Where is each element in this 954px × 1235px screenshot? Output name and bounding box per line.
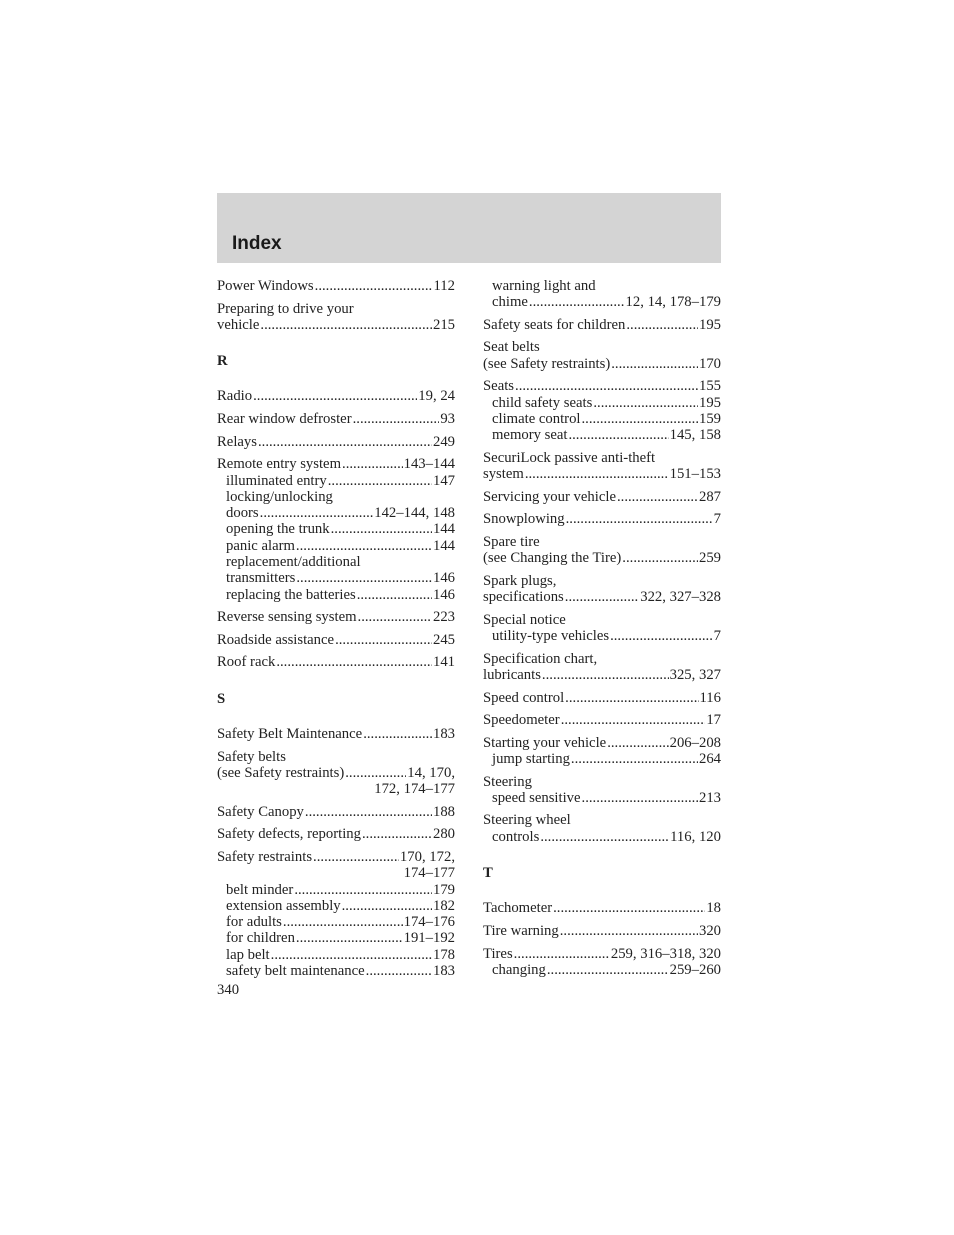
dot-leader: [353, 411, 440, 427]
page-reference: 170: [698, 355, 721, 372]
index-entry: [217, 749, 455, 798]
dot-leader: [260, 505, 374, 521]
index-entry-line: [217, 632, 455, 648]
entry-term: specifications: [483, 589, 564, 606]
dot-leader: [276, 654, 432, 670]
page-reference: 147: [432, 472, 455, 489]
dot-leader: [540, 829, 669, 845]
entry-term: for adults: [226, 914, 282, 931]
page-reference: 325, 327: [669, 666, 721, 683]
entry-term: climate control: [492, 410, 581, 427]
index-entry-line: [217, 765, 455, 781]
index-entry: [483, 317, 721, 333]
dot-leader: [593, 395, 698, 411]
dot-leader: [611, 356, 698, 372]
entry-term: controls: [492, 828, 540, 845]
dot-leader: [296, 930, 403, 946]
index-entry-line: [217, 654, 455, 670]
index-entry: [217, 456, 455, 603]
entry-term: Safety seats for children: [483, 316, 626, 333]
index-entry: [217, 609, 455, 625]
page-reference: 14, 170,: [407, 764, 455, 781]
index-entry-line: [217, 388, 455, 404]
dot-leader: [553, 900, 705, 916]
page-reference: 195: [698, 394, 721, 411]
entry-term: Speedometer: [483, 712, 560, 729]
page-reference: 116: [699, 689, 721, 706]
index-entry-line: [217, 849, 455, 865]
dot-leader: [296, 538, 432, 554]
entry-term: (see Safety restraints): [217, 764, 345, 781]
page-reference: 215: [432, 316, 455, 333]
page-reference: 259–260: [669, 961, 721, 978]
index-entry-line: [483, 573, 721, 589]
page-reference: 155: [698, 378, 721, 395]
index-entry-line: [483, 356, 721, 372]
page-reference: 280: [432, 826, 455, 843]
page-reference: 322, 327–328: [640, 589, 721, 606]
entry-term: Remote entry system: [217, 456, 342, 473]
dot-leader: [294, 882, 432, 898]
entry-term: Tachometer: [483, 900, 553, 917]
index-entry-line: [483, 923, 721, 939]
page-number: 340: [217, 982, 240, 998]
page-reference: 19, 24: [418, 388, 455, 405]
dot-leader: [547, 962, 669, 978]
page-reference: 112: [433, 278, 455, 294]
index-subentry-line: [483, 411, 721, 427]
dot-leader: [315, 278, 433, 294]
index-entry-line: [217, 726, 455, 742]
dot-leader: [271, 947, 432, 963]
dot-leader: [515, 378, 698, 394]
index-entry-line: [483, 812, 721, 828]
index-subentry-line: [217, 587, 455, 603]
dot-leader: [561, 712, 706, 728]
page-reference: 195: [698, 316, 721, 333]
entry-term: utility-type vehicles: [492, 628, 610, 645]
index-entry-line: [217, 301, 455, 317]
entry-term: belt minder: [226, 881, 294, 898]
dot-leader: [582, 411, 698, 427]
dot-leader: [260, 317, 432, 333]
dot-leader: [542, 667, 669, 683]
page-reference: 174–177: [403, 865, 455, 882]
entry-term: locking/unlocking: [226, 488, 333, 505]
page-reference: 17: [706, 712, 721, 729]
entry-term: chime: [492, 294, 528, 311]
index-subentry-line: [217, 947, 455, 963]
page-reference: 141: [432, 654, 455, 671]
entry-term: Safety belts: [217, 748, 286, 765]
index-subentry-line: [483, 628, 721, 644]
index-subentry-line: [483, 294, 721, 310]
dot-leader: [626, 317, 698, 333]
index-entry: [217, 388, 455, 404]
entry-term: Servicing your vehicle: [483, 488, 616, 505]
dot-leader: [607, 735, 668, 751]
dot-leader: [617, 489, 698, 505]
page-reference: 18: [706, 900, 721, 917]
page-reference: 159: [698, 410, 721, 427]
page-reference: 146: [432, 570, 455, 587]
index-entry: [217, 632, 455, 648]
index-subentry-line: [483, 790, 721, 806]
index-entry-line: [483, 712, 721, 728]
dot-leader: [296, 570, 432, 586]
section-letter: R: [217, 353, 228, 370]
entry-term: Special notice: [483, 611, 566, 628]
page-reference: 170, 172,: [399, 848, 455, 865]
page-reference: 259, 316–318, 320: [610, 945, 721, 962]
page-reference: 213: [698, 789, 721, 806]
entry-term: opening the trunk: [226, 521, 330, 538]
page-title: Index: [232, 233, 282, 254]
dot-leader: [328, 473, 432, 489]
index-entry-line: [217, 826, 455, 842]
index-entry-line: [217, 317, 455, 333]
index-entry-line: [483, 378, 721, 394]
dot-leader: [529, 294, 625, 310]
dot-leader: [622, 550, 698, 566]
index-column-right: [483, 278, 721, 984]
index-entry-line: [483, 651, 721, 667]
index-subentry-line: [217, 570, 455, 586]
page-reference: 12, 14, 178–179: [625, 294, 721, 311]
dot-leader: [514, 946, 610, 962]
index-entry-line: [483, 612, 721, 628]
index-entry-line: [217, 865, 455, 881]
page-reference: 249: [432, 433, 455, 450]
dot-leader: [362, 826, 432, 842]
page-reference: 287: [698, 488, 721, 505]
entry-term: Steering: [483, 773, 532, 790]
entry-term: SecuriLock passive anti-theft: [483, 449, 656, 466]
entry-term: Rear window defroster: [217, 411, 352, 428]
entry-term: replacing the batteries: [226, 586, 356, 603]
index-entry-line: [483, 900, 721, 916]
page-reference: 179: [432, 881, 455, 898]
index-entry-line: [483, 690, 721, 706]
index-entry: [483, 900, 721, 916]
page-reference: 178: [432, 946, 455, 963]
index-entry: [217, 826, 455, 842]
page-reference: 7: [713, 628, 721, 645]
page-reference: 245: [432, 631, 455, 648]
dot-leader: [610, 628, 713, 644]
index-entry: [217, 278, 455, 294]
index-entry: [217, 804, 455, 820]
dot-leader: [335, 632, 432, 648]
entry-term: for children: [226, 930, 295, 947]
page-reference: 144: [432, 521, 455, 538]
entry-term: vehicle: [217, 316, 260, 333]
index-subentry-line: [483, 278, 721, 294]
page-reference: 116, 120: [670, 828, 721, 845]
dot-leader: [565, 690, 698, 706]
page-reference: 172, 174–177: [374, 781, 455, 798]
entry-term: replacement/additional: [226, 554, 361, 571]
dot-leader: [363, 726, 432, 742]
entry-term: Tires: [483, 945, 513, 962]
page-reference: 264: [698, 750, 721, 767]
index-entry: [483, 378, 721, 443]
index-entry: [483, 735, 721, 768]
entry-term: (see Changing the Tire): [483, 550, 622, 567]
index-entry-line: [217, 411, 455, 427]
index-entry-line: [217, 278, 455, 294]
entry-term: Snowplowing: [483, 511, 565, 528]
index-entry: [483, 774, 721, 807]
index-entry: [217, 849, 455, 979]
entry-term: Radio: [217, 388, 253, 405]
index-entry: [217, 654, 455, 670]
dot-leader: [313, 849, 399, 865]
index-entry-line: [483, 511, 721, 527]
index-entry: [483, 573, 721, 606]
page-reference: 174–176: [403, 914, 455, 931]
index-entry-line: [217, 456, 455, 472]
entry-term: Power Windows: [217, 278, 314, 294]
entry-term: Tire warning: [483, 922, 559, 939]
page-reference: 320: [698, 922, 721, 939]
section-letter: T: [483, 865, 493, 882]
dot-leader: [258, 434, 432, 450]
index-entry: [483, 612, 721, 645]
index-subentry-line: [217, 473, 455, 489]
dot-leader: [253, 388, 417, 404]
page-reference: 188: [432, 803, 455, 820]
index-subentry-line: [217, 505, 455, 521]
entry-term: Specification chart,: [483, 650, 598, 667]
entry-term: Safety defects, reporting: [217, 826, 361, 843]
entry-term: Relays: [217, 433, 257, 450]
index-subentry-line: [217, 521, 455, 537]
index-entry-line: [483, 667, 721, 683]
entry-term: Seat belts: [483, 339, 540, 356]
index-entry-line: [483, 735, 721, 751]
entry-term: Speed control: [483, 689, 565, 706]
dot-leader: [582, 790, 698, 806]
index-entry-line: [483, 466, 721, 482]
index-subentry-line: [217, 489, 455, 505]
index-entry-line: [217, 609, 455, 625]
index-subentry-line: [217, 882, 455, 898]
page-reference: 93: [440, 411, 455, 428]
dot-leader: [342, 898, 432, 914]
dot-leader: [357, 587, 432, 603]
page-reference: 146: [432, 586, 455, 603]
entry-term: (see Safety restraints): [483, 355, 611, 372]
index-subentry-line: [217, 554, 455, 570]
page-reference: 151–153: [669, 466, 721, 483]
entry-term: Seats: [483, 378, 515, 395]
dot-leader: [565, 589, 639, 605]
index-entry: [483, 690, 721, 706]
entry-term: warning light and: [492, 278, 596, 294]
entry-term: changing: [492, 961, 546, 978]
index-entry-line: [217, 804, 455, 820]
index-subentry-line: [217, 898, 455, 914]
entry-term: Safety restraints: [217, 848, 313, 865]
page-reference: 183: [432, 726, 455, 743]
entry-term: child safety seats: [492, 394, 593, 411]
dot-leader: [342, 456, 403, 472]
entry-term: Spark plugs,: [483, 572, 557, 589]
entry-term: panic alarm: [226, 537, 295, 554]
entry-term: Safety Belt Maintenance: [217, 726, 363, 743]
dot-leader: [358, 609, 432, 625]
index-column-left: [217, 278, 455, 986]
index-entry: [483, 651, 721, 684]
dot-leader: [525, 466, 669, 482]
index-entry-line: [483, 450, 721, 466]
page-reference: 142–144, 148: [374, 505, 455, 522]
index-subentry-line: [483, 829, 721, 845]
index-header-bar: [217, 193, 721, 263]
entry-term: speed sensitive: [492, 789, 581, 806]
page-reference: 145, 158: [669, 427, 721, 444]
index-entry: [483, 712, 721, 728]
index-subentry-line: [483, 427, 721, 443]
dot-leader: [366, 963, 432, 979]
entry-term: Roadside assistance: [217, 631, 335, 648]
index-entry: [483, 511, 721, 527]
dot-leader: [283, 914, 403, 930]
index-entry: [483, 489, 721, 505]
section-letter: S: [217, 690, 226, 707]
entry-term: Safety Canopy: [217, 803, 304, 820]
entry-term: Preparing to drive your: [217, 300, 354, 317]
index-entry-line: [483, 589, 721, 605]
entry-term: extension assembly: [226, 897, 341, 914]
index-entry: [217, 411, 455, 427]
entry-term: lap belt: [226, 946, 270, 963]
index-subentry-line: [217, 538, 455, 554]
index-entry: [483, 923, 721, 939]
dot-leader: [566, 511, 713, 527]
index-subentry-line: [217, 963, 455, 979]
dot-leader: [560, 923, 698, 939]
index-entry-line: [483, 774, 721, 790]
entry-term: system: [483, 466, 524, 483]
entry-term: illuminated entry: [226, 472, 327, 489]
index-subentry-line: [483, 962, 721, 978]
entry-term: memory seat: [492, 427, 568, 444]
index-entry-line: [217, 749, 455, 765]
index-entry: [483, 534, 721, 567]
entry-term: Roof rack: [217, 654, 276, 671]
page-reference: 143–144: [403, 456, 455, 473]
index-subentry-line: [483, 395, 721, 411]
index-entry: [483, 946, 721, 979]
index-entry-line: [483, 946, 721, 962]
dot-leader: [305, 804, 432, 820]
entry-term: Reverse sensing system: [217, 609, 357, 626]
entry-term: Starting your vehicle: [483, 734, 607, 751]
entry-term: jump starting: [492, 750, 570, 767]
index-entry: [483, 450, 721, 483]
index-entry-line: [483, 489, 721, 505]
index-entry: [217, 434, 455, 450]
page-reference: 259: [698, 550, 721, 567]
index-entry-line: [217, 434, 455, 450]
entry-term: Steering wheel: [483, 812, 571, 829]
dot-leader: [331, 521, 432, 537]
index-subentry-line: [483, 751, 721, 767]
page-reference: 206–208: [669, 734, 721, 751]
index-entry-line: [483, 317, 721, 333]
entry-term: transmitters: [226, 570, 296, 587]
index-entry-line: [483, 534, 721, 550]
index-subentry-line: [217, 930, 455, 946]
dot-leader: [345, 765, 406, 781]
index-entry: [483, 339, 721, 372]
index-subentry-line: [217, 914, 455, 930]
index-entry-line: [483, 550, 721, 566]
index-entry: [217, 301, 455, 334]
index-entry: [217, 726, 455, 742]
page-reference: 7: [713, 511, 721, 528]
page-reference: 191–192: [403, 930, 455, 947]
index-entry: [483, 812, 721, 845]
index-entry-line: [217, 781, 455, 797]
dot-leader: [571, 751, 698, 767]
entry-term: doors: [226, 505, 259, 522]
dot-leader: [568, 427, 668, 443]
index-entry-line: [483, 339, 721, 355]
page-reference: 183: [432, 963, 455, 980]
index-entry: [483, 278, 721, 311]
entry-term: lubricants: [483, 666, 541, 683]
entry-term: Spare tire: [483, 533, 540, 550]
page-reference: 144: [432, 537, 455, 554]
entry-term: safety belt maintenance: [226, 963, 365, 980]
page-reference: 182: [432, 897, 455, 914]
page-reference: 223: [432, 609, 455, 626]
